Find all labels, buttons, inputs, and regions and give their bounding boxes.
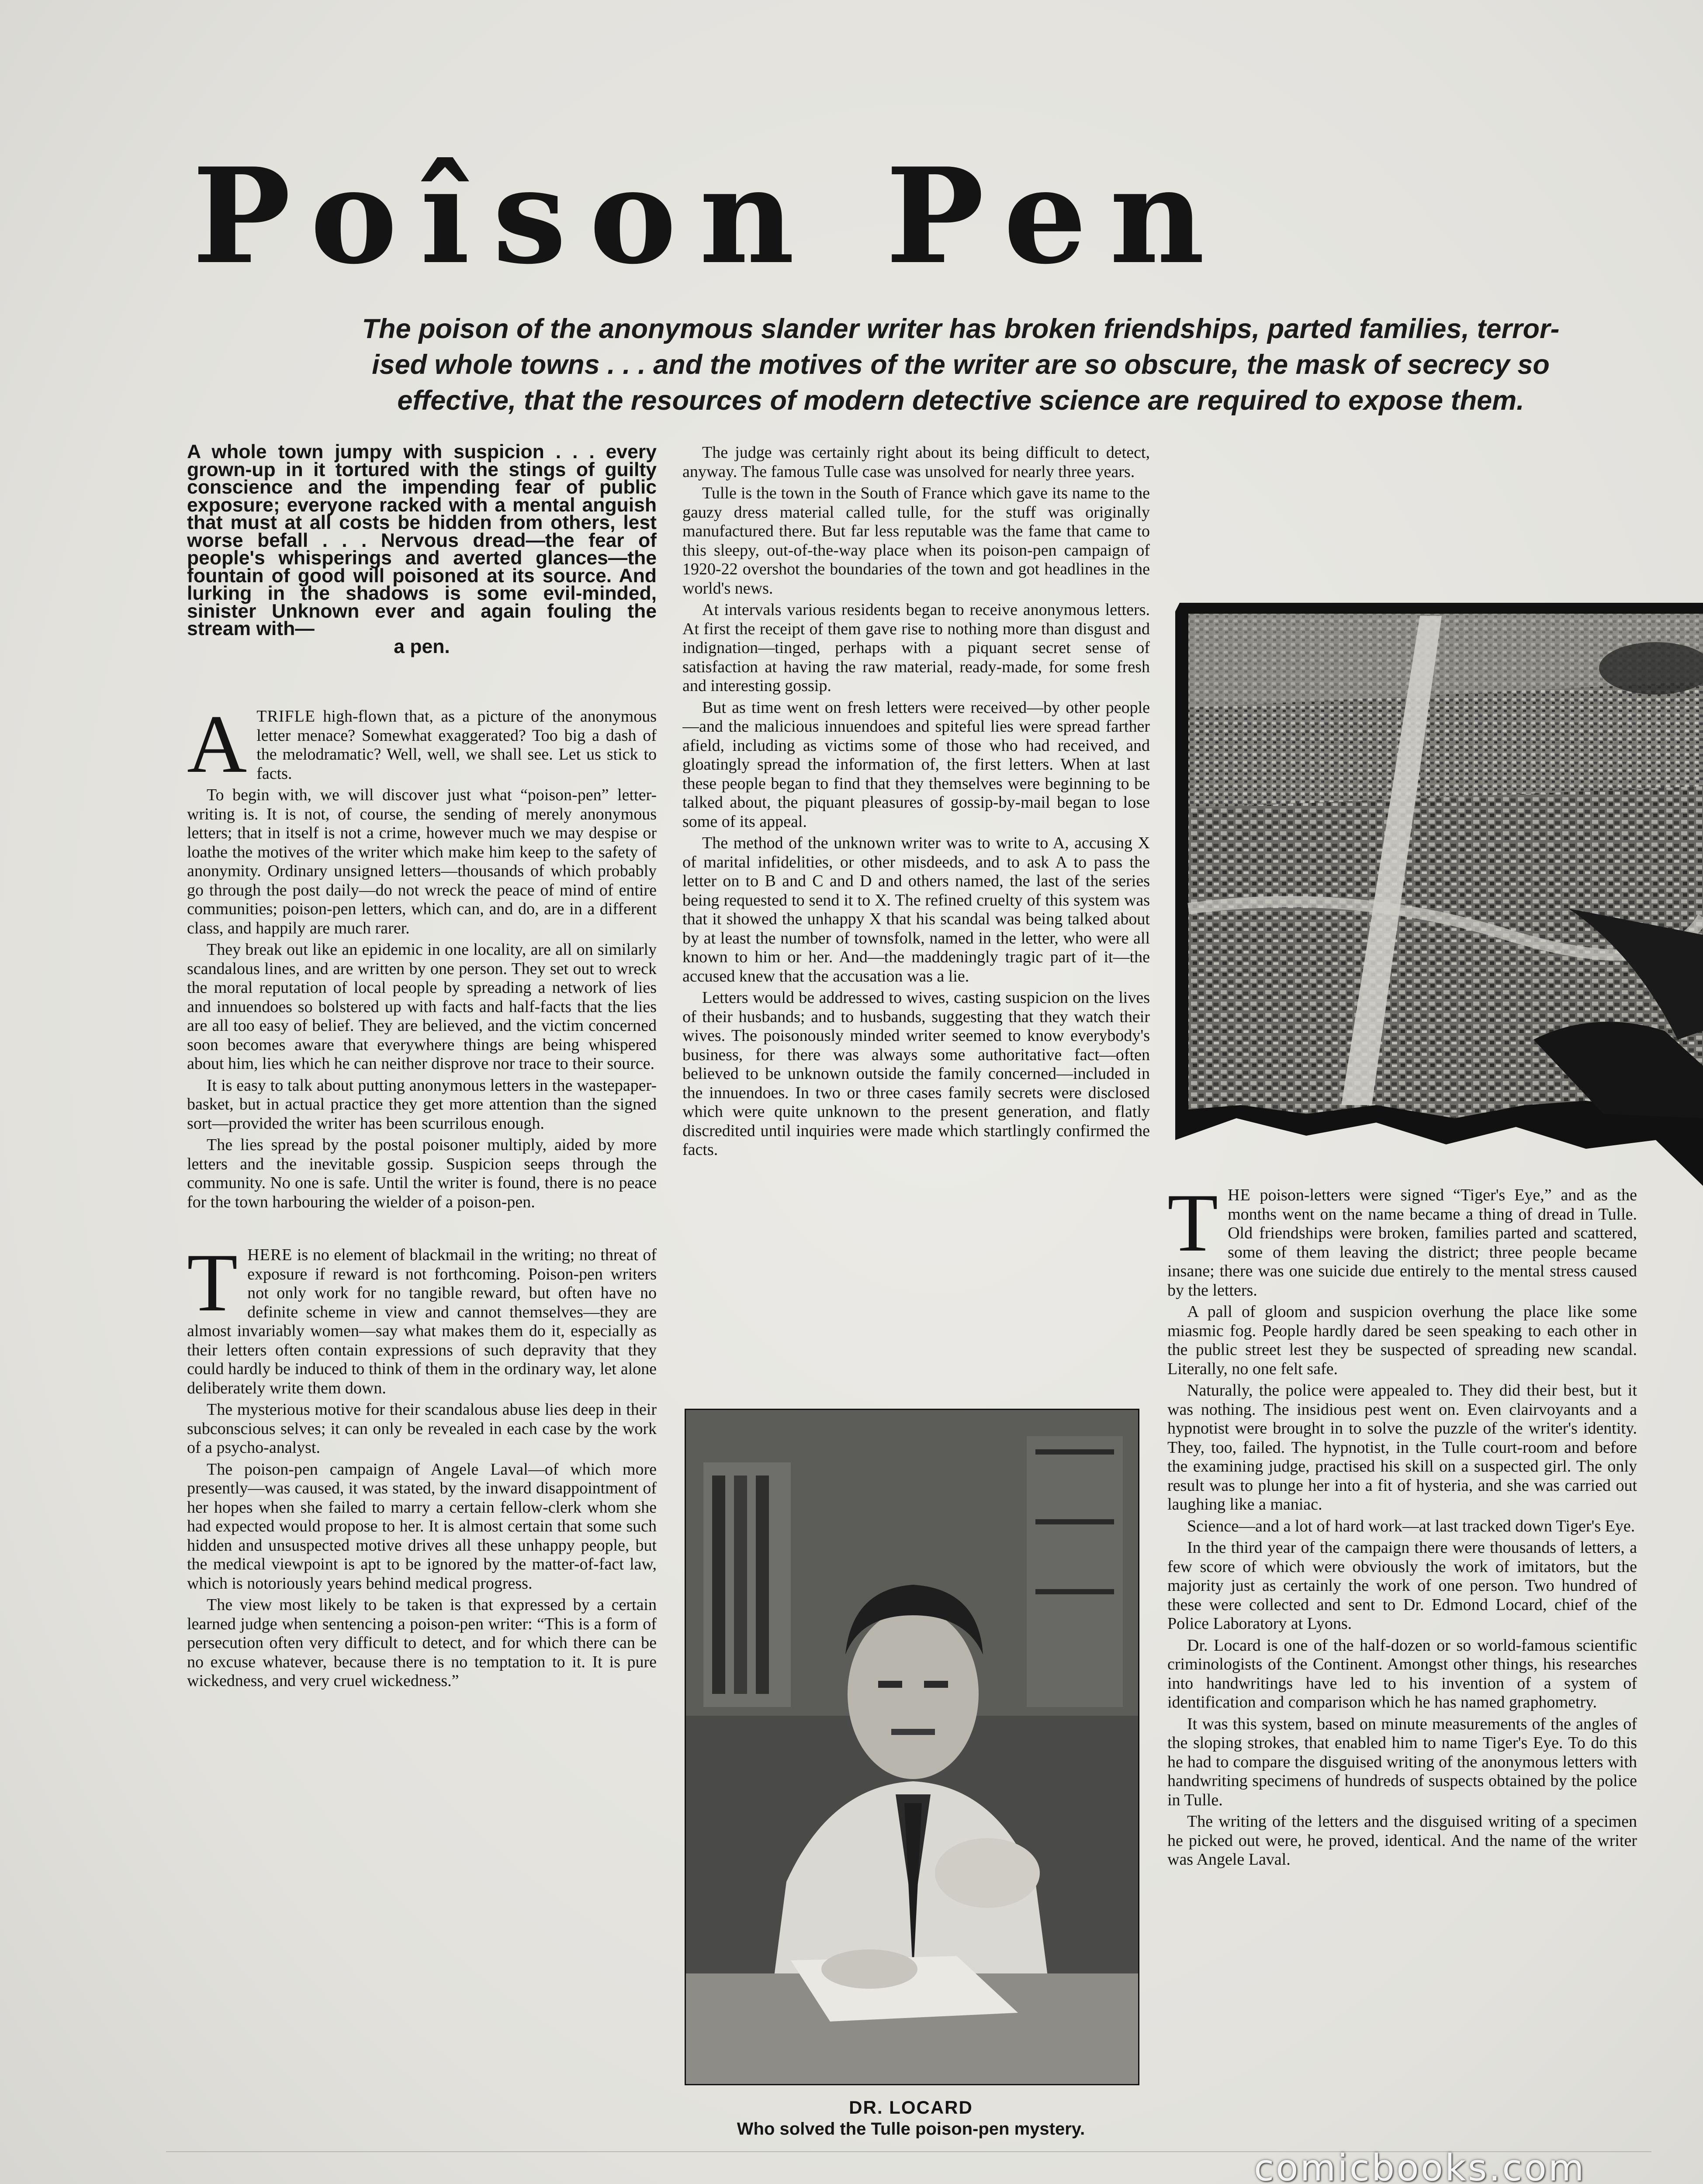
paragraph	[1167, 1186, 1637, 1300]
paragraph: The method of the unknown writer was to write to A, accusing X of marital infidelities, or other misdeeds, and to ask A to pass the letter on to B and C and D and others named, the last of the series being requested to send it to X. The refined cruelty of this system was that it showed the unhappy X that his scandal was being talked about by at least the number of townsfolk, named in the letter, who were all known to him or her. And—the maddeningly tragic part of it—the accused knew that the accusation was a lie.	[682, 834, 1150, 985]
paragraph: The view most likely to be taken is that expressed by a certain learned judge when sentencing a poison-pen writer: “This is a form of persecution often very difficult to detect, and for which there can be no excuse whatever, because there is no temptation to it. It is pure wickedness, and very cruel wickedness.”	[187, 1596, 657, 1690]
paragraph: The judge was certainly right about its being difficult to detect, anyway. The famous Tulle case was unsolved for nearly three years.	[682, 443, 1150, 481]
standfirst-line: effective, that the resources of modern detective science are required to expose them.	[397, 385, 1524, 416]
paragraph: They break out like an epidemic in one locality, are all on similarly scandalous lines, and are written by one person. They set out to wreck the moral reputation of local people by spreading a network of lies and innuendoes so bolstered up with facts and half-facts that the lies are all too easy of belief. They are believed, and the victim concerned soon becomes aware that everywhere things are being whispered about him, lies which he can neither disprove nor trace to their source.	[187, 940, 657, 1073]
paragraph: A pall of gloom and suspicion overhung the place like some miasmic fog. People hardly dared be seen speaking to each other in the public street lest they be suspected of spreading new scandal. Literally, no one felt safe.	[1167, 1303, 1637, 1378]
portrait-photo	[685, 1409, 1139, 2085]
article-column-3	[1167, 1186, 1637, 2140]
photo-caption	[655, 2097, 1166, 2139]
paragraph	[187, 1237, 657, 1398]
paragraph: It was this system, based on minute measurements of the angles of the sloping strokes, that enabled him to name Tiger's Eye. To do this he had to compare the disguised writing of the anonymous letters with handwriting specimens of hundreds of suspects obtained by the police in Tulle.	[1167, 1714, 1637, 1809]
intro-end: a pen.	[394, 636, 450, 657]
standfirst-line: ised whole towns . . . and the motives of the writer are so obscure, the mask of secrecy so	[372, 349, 1550, 380]
drop-cap: T	[1167, 1186, 1218, 1269]
lead-caps: HE	[1228, 1186, 1251, 1204]
drop-cap: T	[187, 1237, 238, 1329]
paragraph: To begin with, we will discover just what “poison-pen” letter-writing is. It is not, of course, the sending of merely anonymous letters; that in itself is not a crime, however much we may despise or loathe the motives of the writer which make him keep to the safety of anonymity. Ordinary unsigned letters—thousands of which probably go through the post daily—do not wreck the peace of mind of entire communities; poison-pen letters, which can, and do, are in a different class, and happily are much rarer.	[187, 786, 657, 937]
paragraph: The writing of the letters and the disguised writing of a specimen he picked out were, he proved, identical. And the name of the writer was Angele Laval.	[1167, 1812, 1637, 1869]
paragraph: Dr. Locard is one of the half-dozen or so world-famous scientific criminologists of the Continent. Amongst other things, his researches into handwritings have led to his invention of a system of identification and comparison which he has named graphometry.	[1167, 1636, 1637, 1711]
article-column-1	[187, 443, 657, 2138]
lead-caps: TRIFLE	[256, 707, 315, 726]
paragraph: In the third year of the campaign there were thousands of letters, a few score of which were obviously the work of imitators, but the majority just as certainly the work of one person. Two hundred of these were collected and sent to Dr. Edmond Locard, chief of the Police Laboratory at Lyons.	[1167, 1538, 1637, 1633]
paragraph-text: high-flown that, as a picture of the anonymous letter menace? Somewhat exaggerated? Too big a dash of the melodramatic? Well, well, we shall see. Let us stick to facts.	[256, 707, 657, 783]
paragraph: But as time went on fresh letters were received—by other people—and the malicious innuendoes and spiteful lies were spread farther afield, including as victims some of those who had received, and gloatingly spread the information of, the first letters. When at last these people began to find that they themselves were beginning to be talked about, the piquant pleasures of gossip-by-mail began to lose some of its appeal.	[682, 698, 1150, 831]
paragraph: The mysterious motive for their scandalous abuse lies deep in their subconscious selves; it can only be revealed in each case by the work of a psycho-analyst.	[187, 1400, 657, 1457]
paragraph: At intervals various residents began to receive anonymous letters. At first the receipt of them gave rise to nothing more than disgust and indignation—tinged, perhaps with a piquant secret sense of satisfaction at having the raw material, ready-made, for some fresh and interesting gossip.	[682, 601, 1150, 695]
paragraph	[187, 698, 657, 790]
caption-subtitle: Who solved the Tulle poison-pen mystery.	[737, 2119, 1085, 2139]
paragraph: Science—and a lot of hard work—at last tracked down Tiger's Eye.	[1187, 1517, 1635, 1535]
article-column-2	[682, 443, 1150, 1393]
intro-blurb	[187, 443, 657, 656]
paragraph-text: is no element of blackmail in the writing; no threat of exposure if reward is not forthcoming. Poison-pen writers not only work for no tangible reward, but often have no definite scheme in view and cannot themselves—they are almost invariably women—say what makes them do it, especially as their letters often contain expressions of such depravity that they could hardly be induced to think of them in the ordinary way, let alone deliberately write them down.	[187, 1246, 657, 1397]
standfirst-line: The poison of the anonymous slander writer has broken friendships, parted families, terror-	[362, 314, 1560, 344]
intro-text: A whole town jumpy with suspicion . . . every grown-up in it tortured with the stings of guilty conscience and the impending fear of public exposure; everyone racked with a mental anguish that must at all costs be hidden from others, lest worse befall . . . Nervous dread—the fear of people's whisperings and averted glances—the fountain of good will poisoned at its source. And lurking in the shadows is some evil-minded, sinister Unknown ever and again fouling the stream with—	[187, 443, 657, 639]
paragraph: It is easy to talk about putting anonymous letters in the wastepaper-basket, but in actual practice they get more attention than the signed sort—provided the writer has been scurrilous enough.	[187, 1076, 657, 1133]
standfirst	[218, 311, 1703, 418]
paragraph: Tulle is the town in the South of France which gave its name to the gauzy dress material called tulle, for the stuff was originally manufactured there. But far less reputable was the fame that came to this sleepy, out-of-the-way place when its poison-pen campaign of 1920-22 overshot the boundaries of the town and got headlines in the world's news.	[682, 484, 1150, 598]
watermark: comicbooks.com	[1254, 2146, 1586, 2184]
paragraph: The lies spread by the postal poisoner multiply, aided by more letters and the inevitable gossip. Suspicion seeps through the community. No one is safe. Until the writer is found, there is no peace for the town harbouring the wielder of a poison-pen.	[187, 1136, 657, 1211]
lead-caps: HERE	[247, 1246, 293, 1264]
aerial-town-photo	[1175, 603, 1703, 1186]
paragraph: Letters would be addressed to wives, casting suspicion on the lives of their husbands; and to husbands, suggesting that they watch their wives. The poisonously minded writer seemed to know everybody's business, for there was always some authoritative fact—often believed to be unknown outside the family concerned—included in the innuendoes. In two or three cases family secrets were disclosed which were quite unknown to the present generation, and flatly discredited until inquiries were made which startlingly confirmed the facts.	[682, 988, 1150, 1159]
paragraph-text: poison-letters were signed “Tiger's Eye,” and as the months went on the name became a thing of dread in Tulle. Old friendships were broken, families parted and scattered, some of them leaving the district; three people became insane; there was one suicide due entirely to the mental stress caused by the letters.	[1167, 1186, 1637, 1299]
headline: Poîson Pen	[192, 144, 1228, 288]
paragraph: Naturally, the police were appealed to. They did their best, but it was nothing. The insidious pest went on. Even clairvoyants and a hypnotist were brought in to solve the puzzle of the writer's identity. They, too, failed. The hypnotist, in the Tulle court-room and before the examining judge, practised his skill on a suspected girl. The only result was to plunge her into a fit of hysteria, and she was carried out laughing like a maniac.	[1167, 1381, 1637, 1514]
caption-name: DR. LOCARD	[849, 2097, 973, 2118]
paragraph: The poison-pen campaign of Angele Laval—of which more presently—was caused, it was stated, by the inward disappointment of her hopes when she failed to marry a certain fellow-clerk whom she had expected would propose to her. It is almost certain that some such hidden and unsuspected motive drives all these unhappy people, but the medical viewpoint is apt to be ignored by the matter-of-fact law, which is notoriously years behind medical progress.	[187, 1460, 657, 1593]
drop-cap: A	[187, 698, 247, 790]
